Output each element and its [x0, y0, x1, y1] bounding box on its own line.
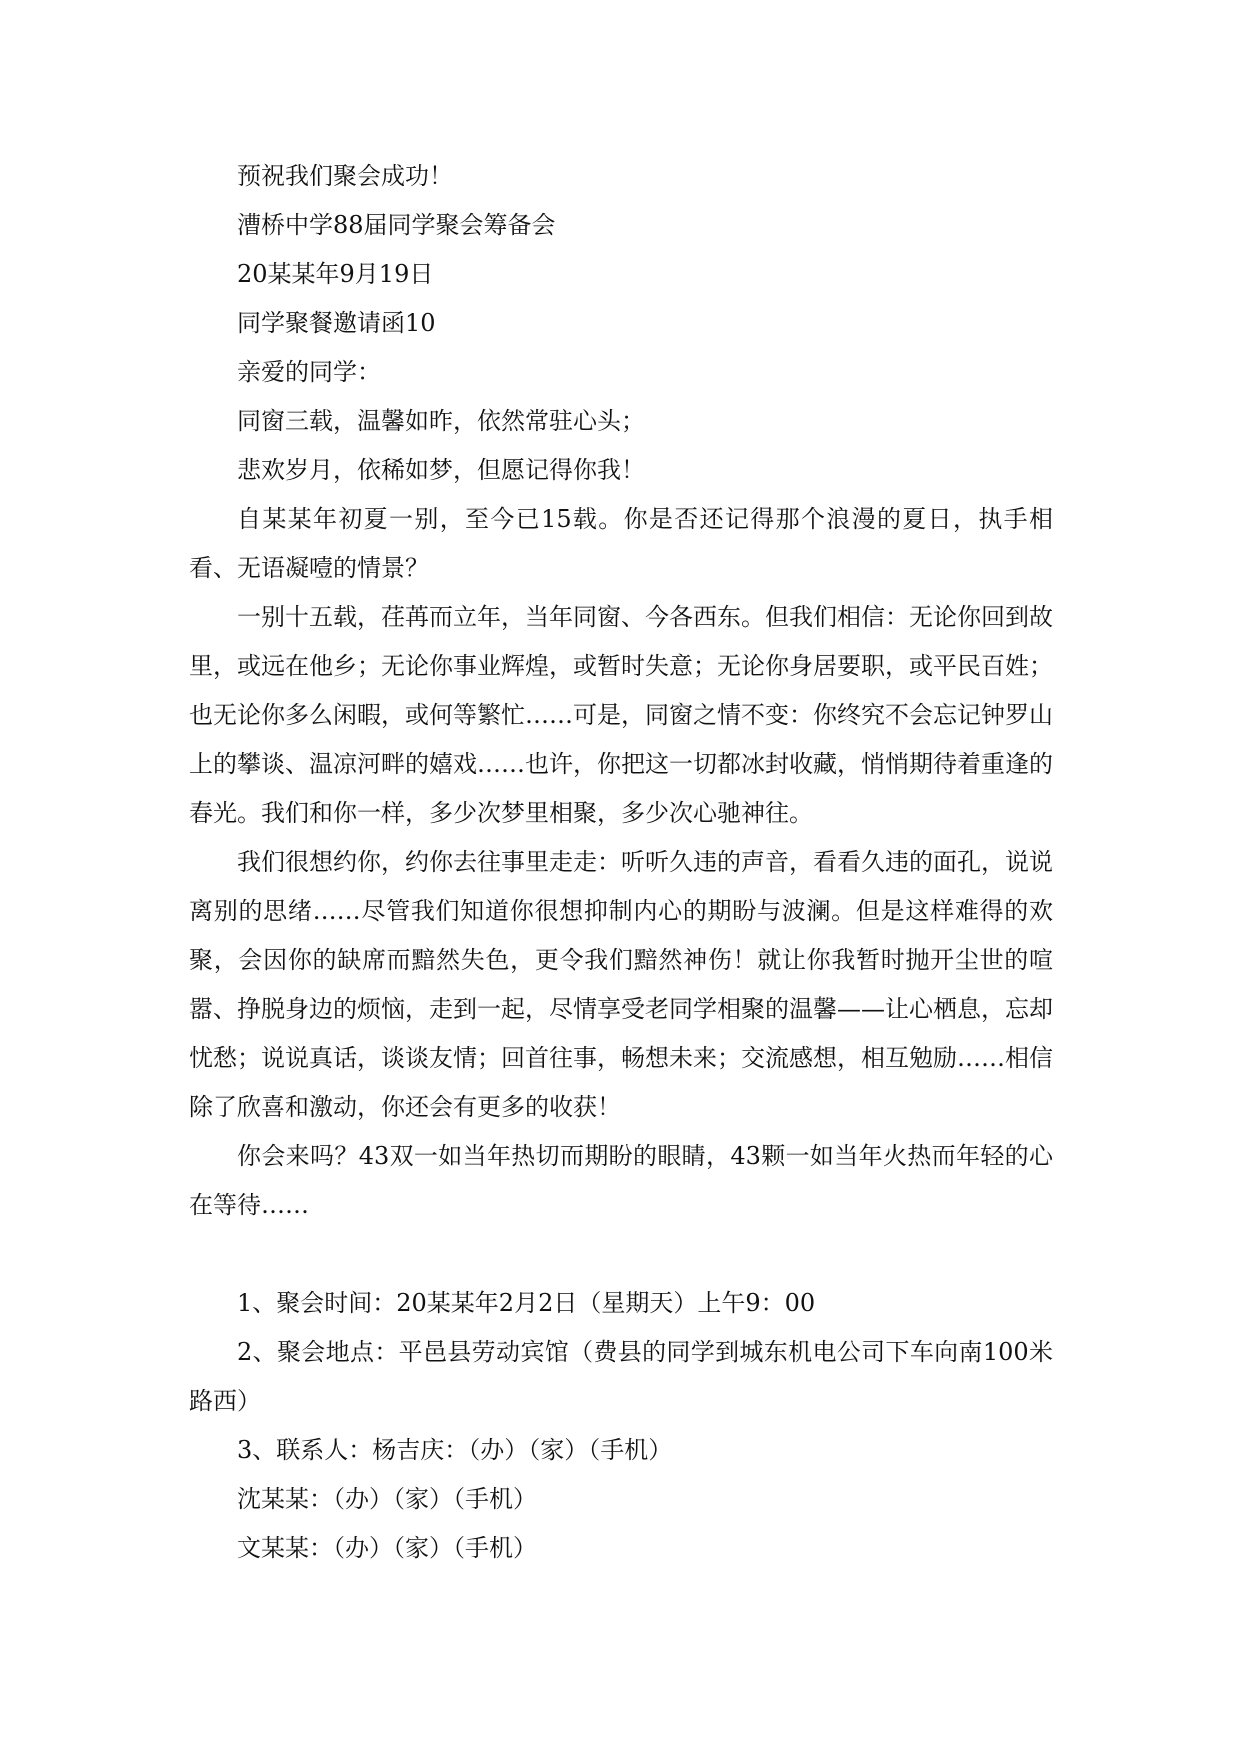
poem-line-2: 悲欢岁月，依稀如梦，但愿记得你我！: [237, 456, 645, 484]
organizer-signature: 漕桥中学88届同学聚会筹备会: [237, 211, 556, 239]
closing-wish: 预祝我们聚会成功！: [237, 162, 453, 190]
document-body: [189, 152, 1053, 1573]
salutation: 亲爱的同学：: [237, 358, 381, 386]
paragraph-2: 一别十五载，荏苒而立年，当年同窗、今各西东。但我们相信：无论你回到故里，或远在他乡；无论你事业辉煌，或暂时失意；无论你身居要职，或平民百姓；也无论你多么闲暇，或何等繁忙……可是，同窗之情不变：你终究不会忘记钟罗山上的攀谈、温凉河畔的嬉戏……也许，你把这一切都冰封收藏，悄悄期待着重逢的春光。我们和你一样，多少次梦里相聚，多少次心驰神往。: [189, 603, 1053, 827]
paragraph-4: 你会来吗？43双一如当年热切而期盼的眼睛，43颗一如当年火热而年轻的心在等待……: [189, 1142, 1053, 1219]
section-heading: 同学聚餐邀请函10: [237, 309, 436, 337]
blank-line: [189, 1230, 1053, 1279]
detail-time: 1、聚会时间：20某某年2月2日（星期天）上午9：00: [237, 1289, 816, 1317]
paragraph-1: 自某某年初夏一别，至今已15载。你是否还记得那个浪漫的夏日，执手相看、无语凝噎的情景？: [189, 505, 1053, 582]
detail-contact-2: 沈某某：（办）（家）（手机）: [237, 1485, 537, 1513]
detail-location: 2、聚会地点：平邑县劳动宾馆（费县的同学到城东机电公司下车向南100米路西）: [189, 1338, 1053, 1415]
detail-contact-3: 文某某：（办）（家）（手机）: [237, 1534, 537, 1562]
poem-line-1: 同窗三载，温馨如昨，依然常驻心头；: [237, 407, 645, 435]
signature-date: 20某某年9月19日: [237, 260, 434, 288]
paragraph-3: 我们很想约你，约你去往事里走走：听听久违的声音，看看久违的面孔，说说离别的思绪……尽管我们知道你很想抑制内心的期盼与波澜。但是这样难得的欢聚，会因你的缺席而黯然失色，更令我们黯然神伤！就让你我暂时抛开尘世的喧嚣、挣脱身边的烦恼，走到一起，尽情享受老同学相聚的温馨——让心栖息，忘却忧愁；说说真话，谈谈友情；回首往事，畅想未来；交流感想，相互勉励……相信除了欣喜和激动，你还会有更多的收获！: [189, 848, 1053, 1121]
detail-contact-1: 3、联系人：杨吉庆：（办）（家）（手机）: [237, 1436, 673, 1464]
